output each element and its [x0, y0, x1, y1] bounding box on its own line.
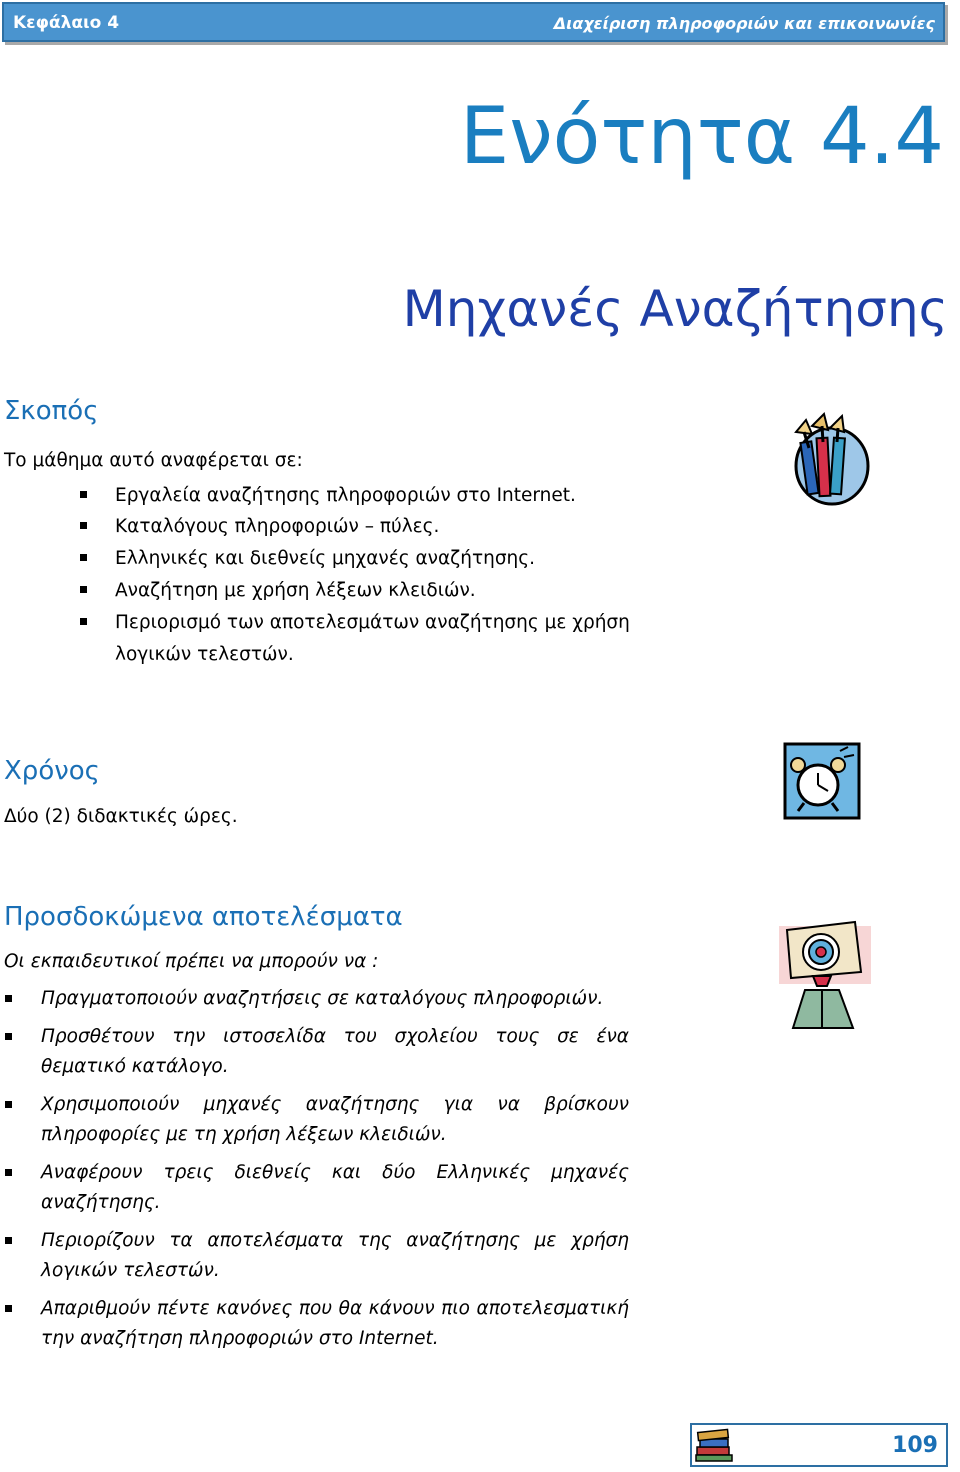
list-item: Καταλόγους πληροφοριών – πύλες.	[115, 511, 655, 543]
chapter-label: Κεφάλαιο 4	[13, 13, 120, 33]
list-item: Προσθέτουν την ιστοσελίδα του σχολείου τους σε ένα θεματικό κατάλογο.	[41, 1022, 629, 1082]
list-item: Χρησιμοποιούν μηχανές αναζήτησης για να βρίσκουν πληροφορίες με τη χρήση λέξεων κλειδιών.	[41, 1090, 629, 1150]
aim-list	[115, 480, 655, 679]
target-person-icon	[775, 918, 875, 1030]
chapter-header-bar	[2, 2, 945, 42]
list-item: Ελληνικές και διεθνείς μηχανές αναζήτησης.	[115, 543, 655, 575]
aim-intro: Το μάθημα αυτό αναφέρεται σε:	[4, 450, 303, 471]
outcomes-heading: Προσδοκώμενα αποτελέσματα	[4, 902, 403, 932]
page-footer	[690, 1423, 948, 1467]
list-item: Αναφέρουν τρεις διεθνείς και δύο Ελληνικές μηχανές αναζήτησης.	[41, 1158, 629, 1218]
chapter-subject: Διαχείριση πληροφοριών και επικοινωνίες	[553, 14, 935, 33]
page-number: 109	[892, 1433, 938, 1458]
list-item: Αναζήτηση με χρήση λέξεων κλειδιών.	[115, 575, 655, 607]
books-stack-icon	[694, 1427, 734, 1463]
alarm-clock-icon	[782, 741, 862, 821]
list-item: Περιορίζουν τα αποτελέσματα της αναζήτησης με χρήση λογικών τελεστών.	[41, 1226, 629, 1286]
outcomes-intro: Οι εκπαιδευτικοί πρέπει να μπορούν να :	[4, 951, 379, 972]
unit-subtitle: Μηχανές Αναζήτησης	[402, 280, 948, 338]
list-item: Περιορισμό των αποτελεσμάτων αναζήτησης με χρήση λογικών τελεστών.	[115, 607, 635, 671]
time-text: Δύο (2) διδακτικές ώρες.	[4, 806, 238, 827]
aim-heading: Σκοπός	[4, 396, 99, 426]
list-item: Απαριθμούν πέντε κανόνες που θα κάνουν πιο αποτελεσματική την αναζήτηση πληροφοριών στο Internet.	[41, 1294, 629, 1354]
unit-title: Ενότητα 4.4	[459, 92, 944, 182]
list-item: Πραγματοποιούν αναζητήσεις σε καταλόγους πληροφοριών.	[41, 984, 629, 1014]
paintbrushes-cup-icon	[782, 412, 874, 506]
list-item: Εργαλεία αναζήτησης πληροφοριών στο Internet.	[115, 480, 655, 512]
time-heading: Χρόνος	[4, 756, 100, 786]
outcomes-list	[41, 984, 629, 1362]
